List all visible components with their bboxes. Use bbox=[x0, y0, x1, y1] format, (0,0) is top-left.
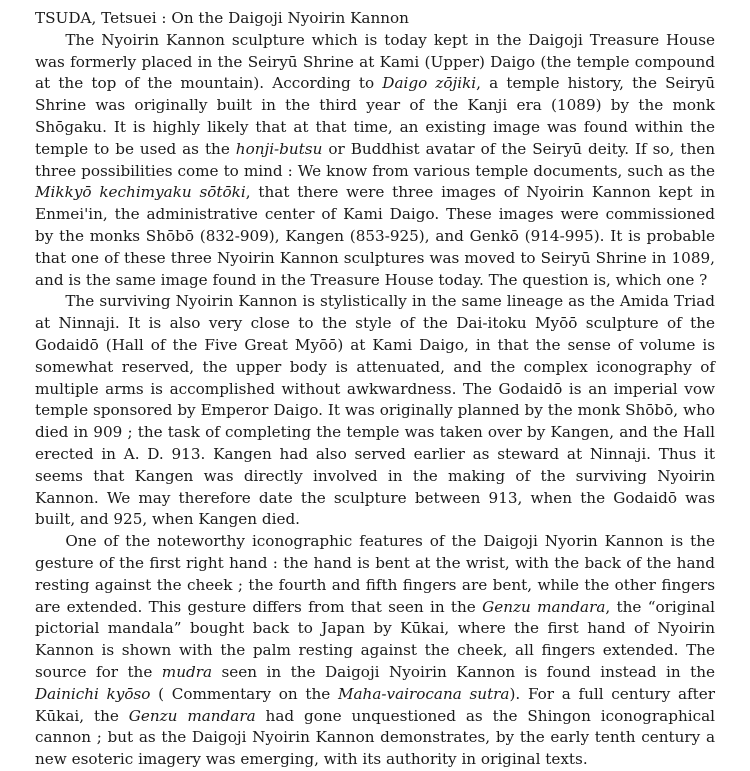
paragraph-iconography bbox=[35, 531, 715, 771]
italic-term: Maha-vairocana sutra bbox=[337, 684, 510, 703]
text-segment: , that there were three images of Nyoirin Kannon kept in Enmei'in, the administrative center of Kami Daigo. These images were commissioned by the monks Shōbō (832-909), Kangen (853-925), and Genkō (914-995). It is probable that one of these three Nyoirin Kannon sculptures was moved to Seiryū Shrine in 1089, and is the same image found in the Treasure House today. The question is, which one ? bbox=[35, 183, 715, 289]
italic-term: Dainichi kyōso bbox=[35, 684, 151, 703]
text-segment: had gone unquestioned as the Shingon iconographical cannon ; but as the Daigoji Nyoirin Kannon demonstrates, by the early tenth century a new esoteric imagery was emerging, with its authority in original texts. bbox=[35, 706, 715, 769]
article-title: TSUDA, Tetsuei : On the Daigoji Nyoirin Kannon bbox=[35, 9, 409, 27]
text-segment: The surviving Nyoirin Kannon is stylistically in the same lineage as the Amida Triad at Ninnaji. It is also very close to the style of the Dai-itoku Myōō sculpture of the Godaidō (Hall of the Five Great Myōō) at Kami Daigo, in that the sense of volume is somewhat reserved, the upper body is attenuated, and the complex iconography of multiple arms is accomplished without awkwardness. The Godaidō is an imperial vow temple sponsored by Emperor Daigo. It was originally planned by the monk Shōbō, who died in 909 ; the task of completing the temple was taken over by Kangen, and the Hall erected in A. D. 913. Kangen had also served earlier as steward at Ninnaji. Thus it seems that Kangen was directly involved in the making of the surviving Nyoirin Kannon. We may therefore date the sculpture between 913, when the Godaidō was built, and 925, when Kangen died. bbox=[35, 292, 715, 529]
italic-term: Mikkyō kechimyaku sōtōki bbox=[35, 183, 246, 202]
text-segment: , the “original pictorial mandala” bought back to Japan by Kūkai, where the first hand of Nyoirin Kannon is shown with the palm resting against the cheek, all fingers extended. The source for the bbox=[35, 597, 715, 681]
paper-page bbox=[35, 8, 715, 771]
text-segment: The Nyoirin Kannon sculpture which is today kept in the Daigoji Treasure House was formerly placed in the Seiryū Shrine at Kami (Upper) Daigo (the temple compound at the top of the mountain). According to bbox=[35, 30, 715, 93]
text-segment: One of the noteworthy iconographic features of the Daigoji Nyorin Kannon is the gesture of the first right hand : the hand is bent at the wrist, with the back of the hand resting against the cheek ; the fourth and fifth fingers are bent, while the other fingers are extended. This gesture differs from that seen in the bbox=[35, 532, 715, 616]
italic-term: mudra bbox=[161, 662, 213, 681]
italic-term: Daigo zōjiki bbox=[382, 74, 477, 93]
text-segment: seen in the Daigoji Nyoirin Kannon is found instead in the bbox=[212, 662, 715, 681]
paragraph-shrine-history bbox=[35, 30, 715, 292]
text-segment: or Buddhist avatar of the Seiryū deity. If so, then three possibilities come to mind : We know from various temple documents, such as the bbox=[35, 139, 715, 180]
italic-term: honji-butsu bbox=[235, 139, 323, 158]
paragraph-style-dating bbox=[35, 291, 715, 531]
italic-term: Genzu mandara bbox=[128, 706, 256, 725]
text-segment: ). For a full century after Kūkai, the bbox=[35, 684, 716, 725]
italic-term: Genzu mandara bbox=[482, 597, 606, 616]
text-segment: ( Commentary on the bbox=[150, 684, 338, 703]
text-segment: , a temple history, the Seiryū Shrine was originally built in the third year of the Kanji era (1089) by the monk Shōgaku. It is highly likely that at that time, an existing image was found within the temple to be used as the bbox=[35, 74, 715, 158]
